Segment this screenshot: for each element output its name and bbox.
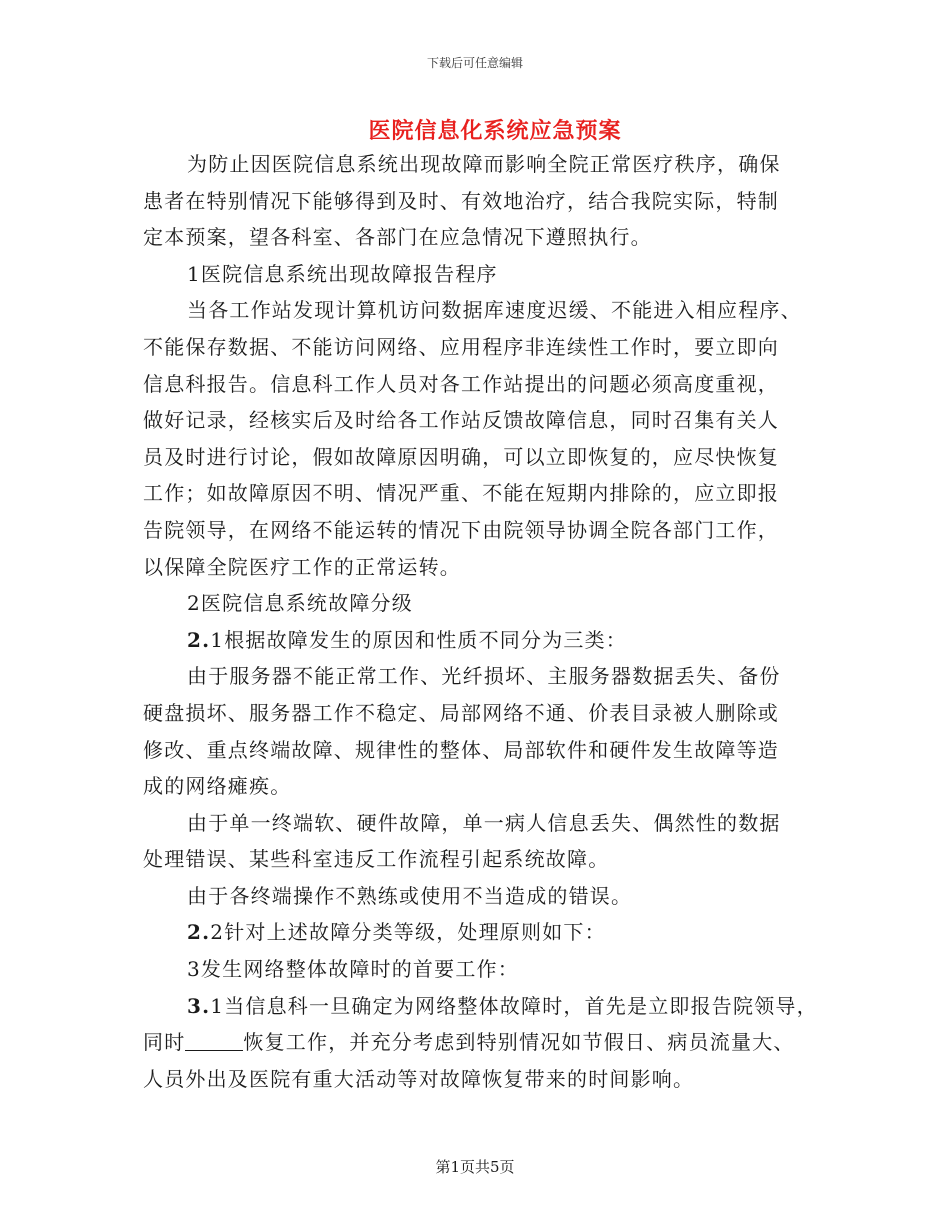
section-3-1-line <box>143 988 843 1025</box>
header-note: 下载后可任意编辑 <box>426 56 523 70</box>
document-title: 医院信息化系统应急预案 <box>368 118 622 144</box>
section-2-1-c-line: 由于各终端操作不熟练或使用不当造成的错误。 <box>187 883 633 908</box>
intro-line: 患者在特别情况下能够得到及时、有效地治疗，结合我院实际，特制 <box>143 188 779 213</box>
section-text: 2针对上述故障分类等级，处理原则如下： <box>210 920 606 945</box>
section-3-heading: 3发生网络整体故障时的首要工作： <box>187 957 519 982</box>
section-text: 恢复工作，并充分考虑到特别情况如节假日、病员流量大、 <box>243 1030 795 1055</box>
intro-line: 为防止因医院信息系统出现故障而影响全院正常医疗秩序，确保 <box>187 152 781 176</box>
section-2-1-b-line: 由于单一终端软、硬件故障，单一病人信息丢失、偶然性的数据 <box>187 810 781 835</box>
section-2-1-a-line: 修改、重点终端故障、规律性的整体、局部软件和硬件发生故障等造 <box>143 737 779 762</box>
section-text: 1当信息科一旦确定为网络整体故障时，首先是立即报告院领导， <box>210 993 818 1018</box>
section-2-1-a-line: 由于服务器不能正常工作、光纤损坏、主服务器数据丢失、备份 <box>187 664 781 689</box>
section-number: 2. <box>187 920 211 945</box>
section-2-1-a-line: 硬盘损坏、服务器工作不稳定、局部网络不通、价表目录被人删除或 <box>143 700 779 725</box>
section-2-2-heading <box>143 914 843 951</box>
section-1-line: 告院领导，在网络不能运转的情况下由院领导协调全院各部门工作， <box>143 517 779 542</box>
section-3-1-line <box>143 1024 843 1061</box>
section-1-line: 员及时进行讨论，假如故障原因明确，可以立即恢复的，应尽快恢复 <box>143 444 779 469</box>
section-text: 同时 <box>143 1030 186 1055</box>
section-2-1-a-line: 成的网络瘫痪。 <box>143 774 292 799</box>
section-1-heading: 1医院信息系统出现故障报告程序 <box>187 261 498 286</box>
section-2-heading: 2医院信息系统故障分级 <box>187 591 413 616</box>
section-1-line: 当各工作站发现计算机访问数据库速度迟缓、不能进入相应程序、 <box>187 298 802 323</box>
section-2-1-heading <box>143 622 843 659</box>
page-footer: 第1页共5页 <box>435 1158 515 1176</box>
section-2-1-b-line: 处理错误、某些科室违反工作流程引起系统故障。 <box>143 847 610 872</box>
section-1-line: 做好记录，经核实后及时给各工作站反馈故障信息，同时召集有关人 <box>143 408 779 433</box>
document-body <box>143 146 843 1097</box>
section-text: 1根据故障发生的原因和性质不同分为三类： <box>210 627 628 652</box>
section-1-line: 信息科报告。信息科工作人员对各工作站提出的问题必须高度重视， <box>143 371 779 396</box>
section-1-line: 工作；如故障原因不明、情况严重、不能在短期内排除的，应立即报 <box>143 481 779 506</box>
section-number: 2. <box>187 627 211 652</box>
section-3-1-line: 人员外出及医院有重大活动等对故障恢复带来的时间影响。 <box>143 1066 695 1091</box>
fill-in-blank <box>185 1032 243 1051</box>
section-1-line: 不能保存数据、不能访问网络、应用程序非连续性工作时，要立即向 <box>143 334 779 359</box>
section-number: 3. <box>187 993 211 1018</box>
intro-line: 定本预案，望各科室、各部门在应急情况下遵照执行。 <box>143 225 652 250</box>
section-1-line: 以保障全院医疗工作的正常运转。 <box>143 554 461 579</box>
